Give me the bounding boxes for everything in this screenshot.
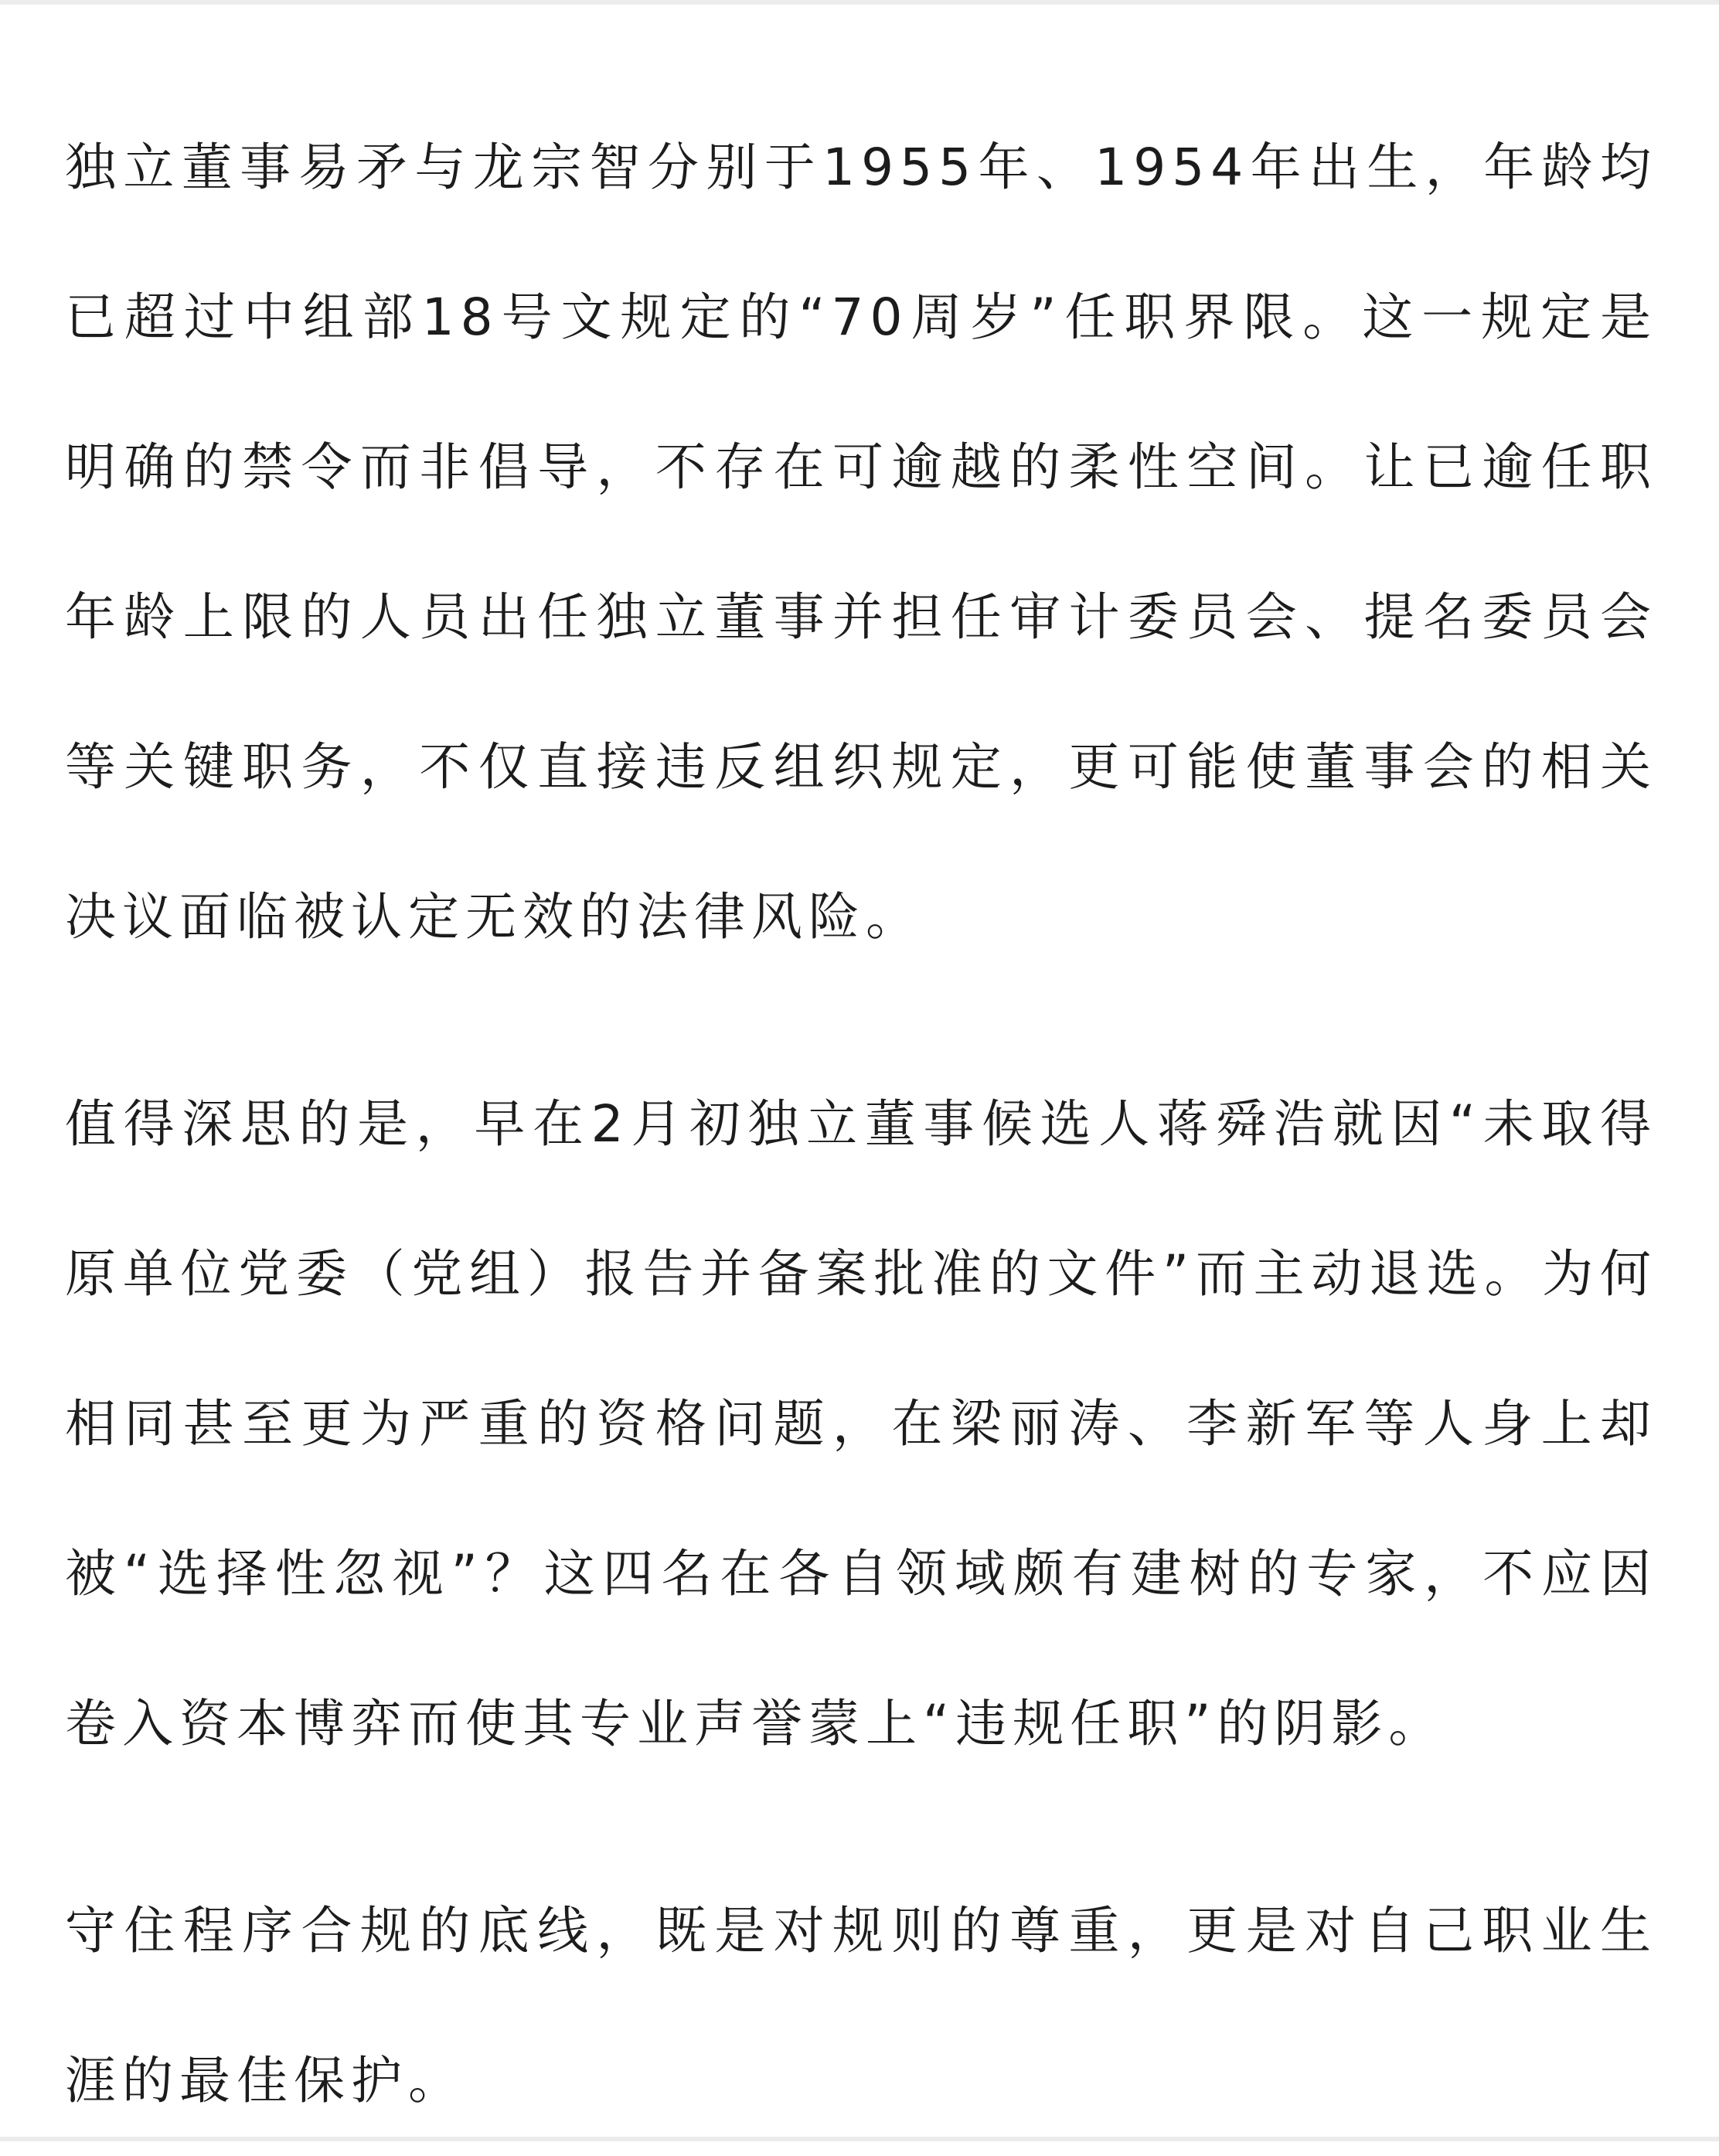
top-divider (0, 0, 1719, 5)
article-body (65, 93, 1657, 2156)
paragraph-age-limit: 独立董事易矛与龙宗智分别于1955年、1954年出生，年龄均已超过中组部18号文规定的“70周岁”任职界限。这一规定是明确的禁令而非倡导，不存在可逾越的柔性空间。让已逾任职年龄上限的人员出任独立董事并担任审计委员会、提名委员会等关键职务，不仅直接违反组织规定，更可能使董事会的相关决议面临被认定无效的法律风险。 (65, 138, 1657, 947)
bottom-divider (0, 2137, 1719, 2141)
paragraph-selective-neglect: 值得深思的是，早在2月初独立董事候选人蒋舜浩就因“未取得原单位党委（党组）报告并备案批准的文件”而主动退选。为何相同甚至更为严重的资格问题，在梁丽涛、李新军等人身上却被“选择性忽视”？这四名在各自领域颇有建树的专家，不应因卷入资本博弈而使其专业声誉蒙上“违规任职”的阴影。 (65, 1094, 1657, 1753)
paragraph-conclusion: 守住程序合规的底线，既是对规则的尊重，更是对自己职业生涯的最佳保护。 (65, 1901, 1657, 2110)
